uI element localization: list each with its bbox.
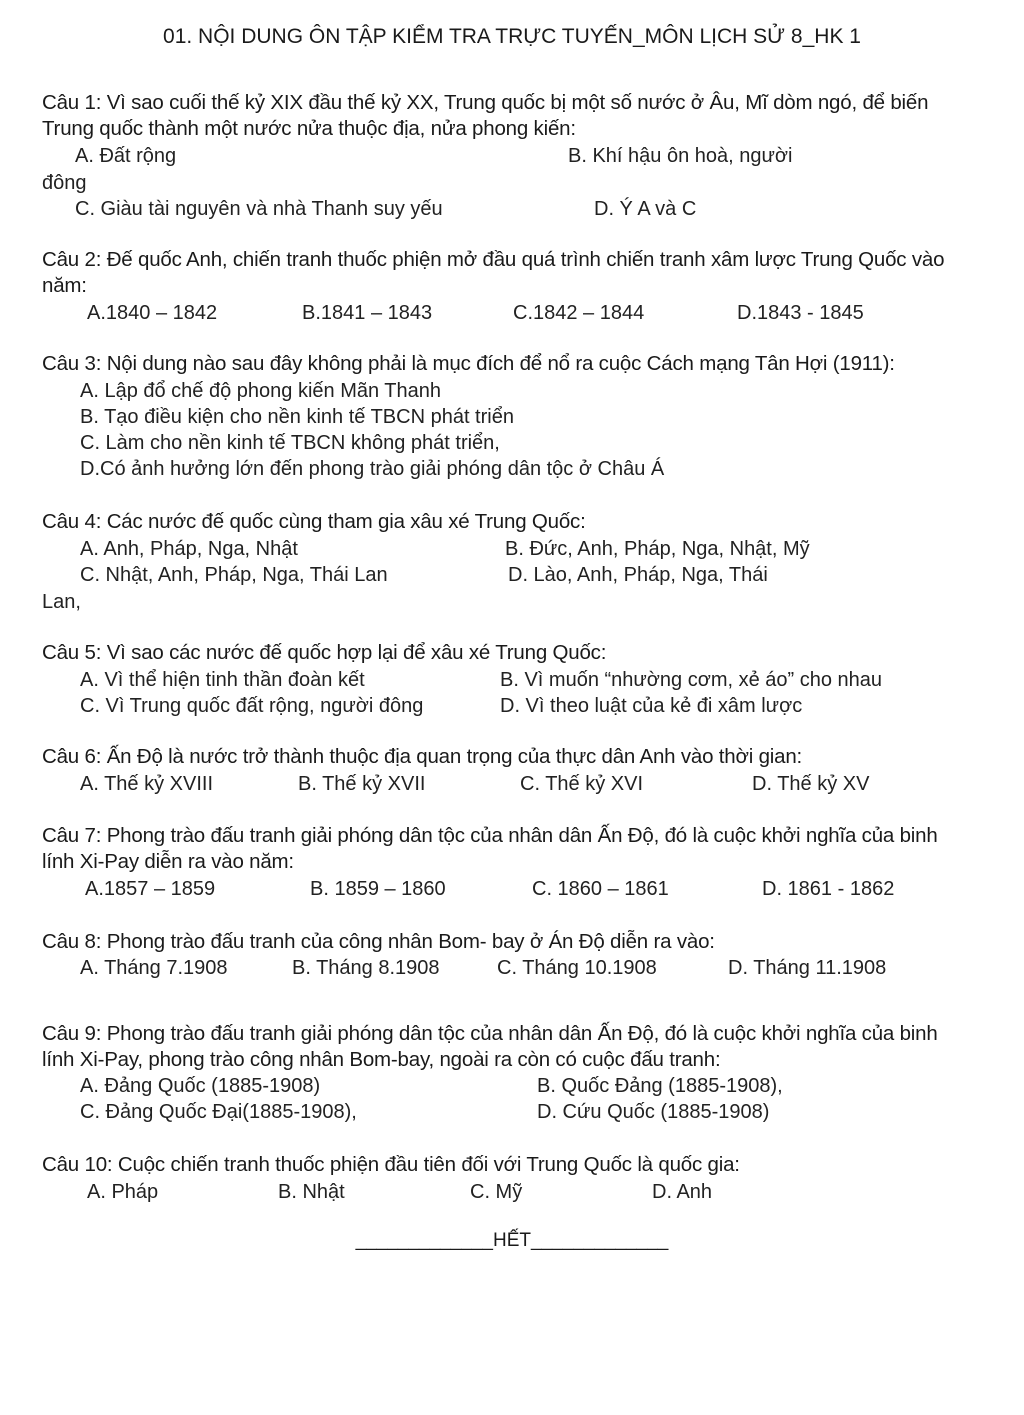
option-b: B. Vì muốn “nhường cơm, xẻ áo” cho nhau — [500, 669, 883, 691]
option-b: B. Khí hậu ôn hoà, người — [568, 145, 793, 167]
option-c: C. Tháng 10.1908 — [497, 957, 657, 979]
question-text: Câu 2: Đế quốc Anh, chiến tranh thuốc phiện mở đầu quá trình chiến tranh xâm lược Trung Quốc vào — [42, 248, 945, 271]
option-c: C. Thế kỷ XVI — [520, 773, 644, 795]
end-marker: _____________HẾT_____________ — [355, 1230, 669, 1251]
option-b: B. 1859 – 1860 — [310, 878, 446, 900]
option-d: D. Anh — [652, 1181, 713, 1203]
option-a: A. Anh, Pháp, Nga, Nhật — [80, 538, 298, 560]
option-c: C. Vì Trung quốc đất rộng, người đông — [80, 695, 424, 717]
option-d: D. Cứu Quốc (1885-1908) — [537, 1101, 770, 1123]
option-c: C. Mỹ — [470, 1181, 523, 1203]
question-text: Câu 9: Phong trào đấu tranh giải phóng dân tộc của nhân dân Ấn Độ, đó là cuộc khởi nghĩa của binh — [42, 1022, 938, 1045]
option-c: C. Làm cho nền kinh tế TBCN không phát triển, — [80, 432, 500, 454]
option-b: B. Nhật — [278, 1181, 345, 1203]
option-d: D. 1861 - 1862 — [762, 878, 895, 900]
option-d-wrap: Lan, — [42, 591, 81, 613]
option-d: D. Ý A và C — [594, 198, 697, 220]
option-a: A. Đảng Quốc (1885-1908) — [80, 1075, 321, 1097]
question-text: Trung quốc thành một nước nửa thuộc địa, nửa phong kiến: — [42, 117, 576, 140]
option-c: C. Giàu tài nguyên và nhà Thanh suy yếu — [75, 198, 443, 220]
option-a: A. Vì thể hiện tinh thần đoàn kết — [80, 669, 365, 691]
option-b: B. Thế kỷ XVII — [298, 773, 426, 795]
option-a: A.1857 – 1859 — [85, 878, 216, 900]
option-d: D. Lào, Anh, Pháp, Nga, Thái — [508, 564, 768, 586]
question-text: Câu 8: Phong trào đấu tranh của công nhân Bom- bay ở Án Độ diễn ra vào: — [42, 930, 715, 953]
option-a: A. Pháp — [87, 1181, 159, 1203]
option-b: B. Quốc Đảng (1885-1908), — [537, 1075, 783, 1097]
question-text: Câu 1: Vì sao cuối thế kỷ XIX đầu thế kỷ XX, Trung quốc bị một số nước ở Âu, Mĩ dòm ngó, để biến — [42, 91, 929, 114]
page-title: 01. NỘI DUNG ÔN TẬP KIỂM TRA TRỰC TUYẾN_MÔN LỊCH SỬ 8_HK 1 — [163, 25, 861, 48]
option-a: A. Đất rộng — [75, 145, 177, 167]
option-c: C. 1860 – 1861 — [532, 878, 669, 900]
option-a: A. Tháng 7.1908 — [80, 957, 228, 979]
question-text: Câu 10: Cuộc chiến tranh thuốc phiện đầu tiên đối với Trung Quốc là quốc gia: — [42, 1153, 740, 1176]
question-text: Câu 7: Phong trào đấu tranh giải phóng dân tộc của nhân dân Ấn Độ, đó là cuộc khởi nghĩa của binh — [42, 824, 938, 847]
option-b: B.1841 – 1843 — [302, 302, 433, 324]
question-text: Câu 6: Ấn Độ là nước trở thành thuộc địa quan trọng của thực dân Anh vào thời gian: — [42, 745, 803, 768]
option-c: C. Nhật, Anh, Pháp, Nga, Thái Lan — [80, 564, 388, 586]
question-text: Câu 3: Nội dung nào sau đây không phải là mục đích để nổ ra cuộc Cách mạng Tân Hợi (1911): — [42, 352, 895, 375]
question-text: Câu 4: Các nước đế quốc cùng tham gia xâu xé Trung Quốc: — [42, 510, 586, 533]
option-c: C.1842 – 1844 — [513, 302, 645, 324]
option-b: B. Tháng 8.1908 — [292, 957, 440, 979]
option-a: A. Lập đổ chế độ phong kiến Mãn Thanh — [80, 380, 442, 402]
option-d: D. Thế kỷ XV — [752, 773, 870, 795]
option-c: C. Đảng Quốc Đại(1885-1908), — [80, 1101, 357, 1123]
question-text: lính Xi-Pay, phong trào công nhân Bom-bay, ngoài ra còn có cuộc đấu tranh: — [42, 1048, 721, 1071]
question-text: năm: — [42, 274, 87, 297]
option-b: B. Tạo điều kiện cho nền kinh tế TBCN phát triển — [80, 406, 514, 428]
option-b: B. Đức, Anh, Pháp, Nga, Nhật, Mỹ — [505, 538, 810, 560]
question-text: Câu 5: Vì sao các nước đế quốc hợp lại để xâu xé Trung Quốc: — [42, 641, 607, 664]
option-d: D. Vì theo luật của kẻ đi xâm lược — [500, 695, 803, 717]
option-a: A. Thế kỷ XVIII — [80, 773, 214, 795]
option-b-wrap: đông — [42, 172, 87, 194]
option-a: A.1840 – 1842 — [87, 302, 218, 324]
option-d: D.Có ảnh hưởng lớn đến phong trào giải phóng dân tộc ở Châu Á — [80, 458, 665, 480]
question-text: lính Xi-Pay diễn ra vào năm: — [42, 850, 294, 873]
option-d: D. Tháng 11.1908 — [728, 957, 887, 979]
option-d: D.1843 - 1845 — [737, 302, 864, 324]
